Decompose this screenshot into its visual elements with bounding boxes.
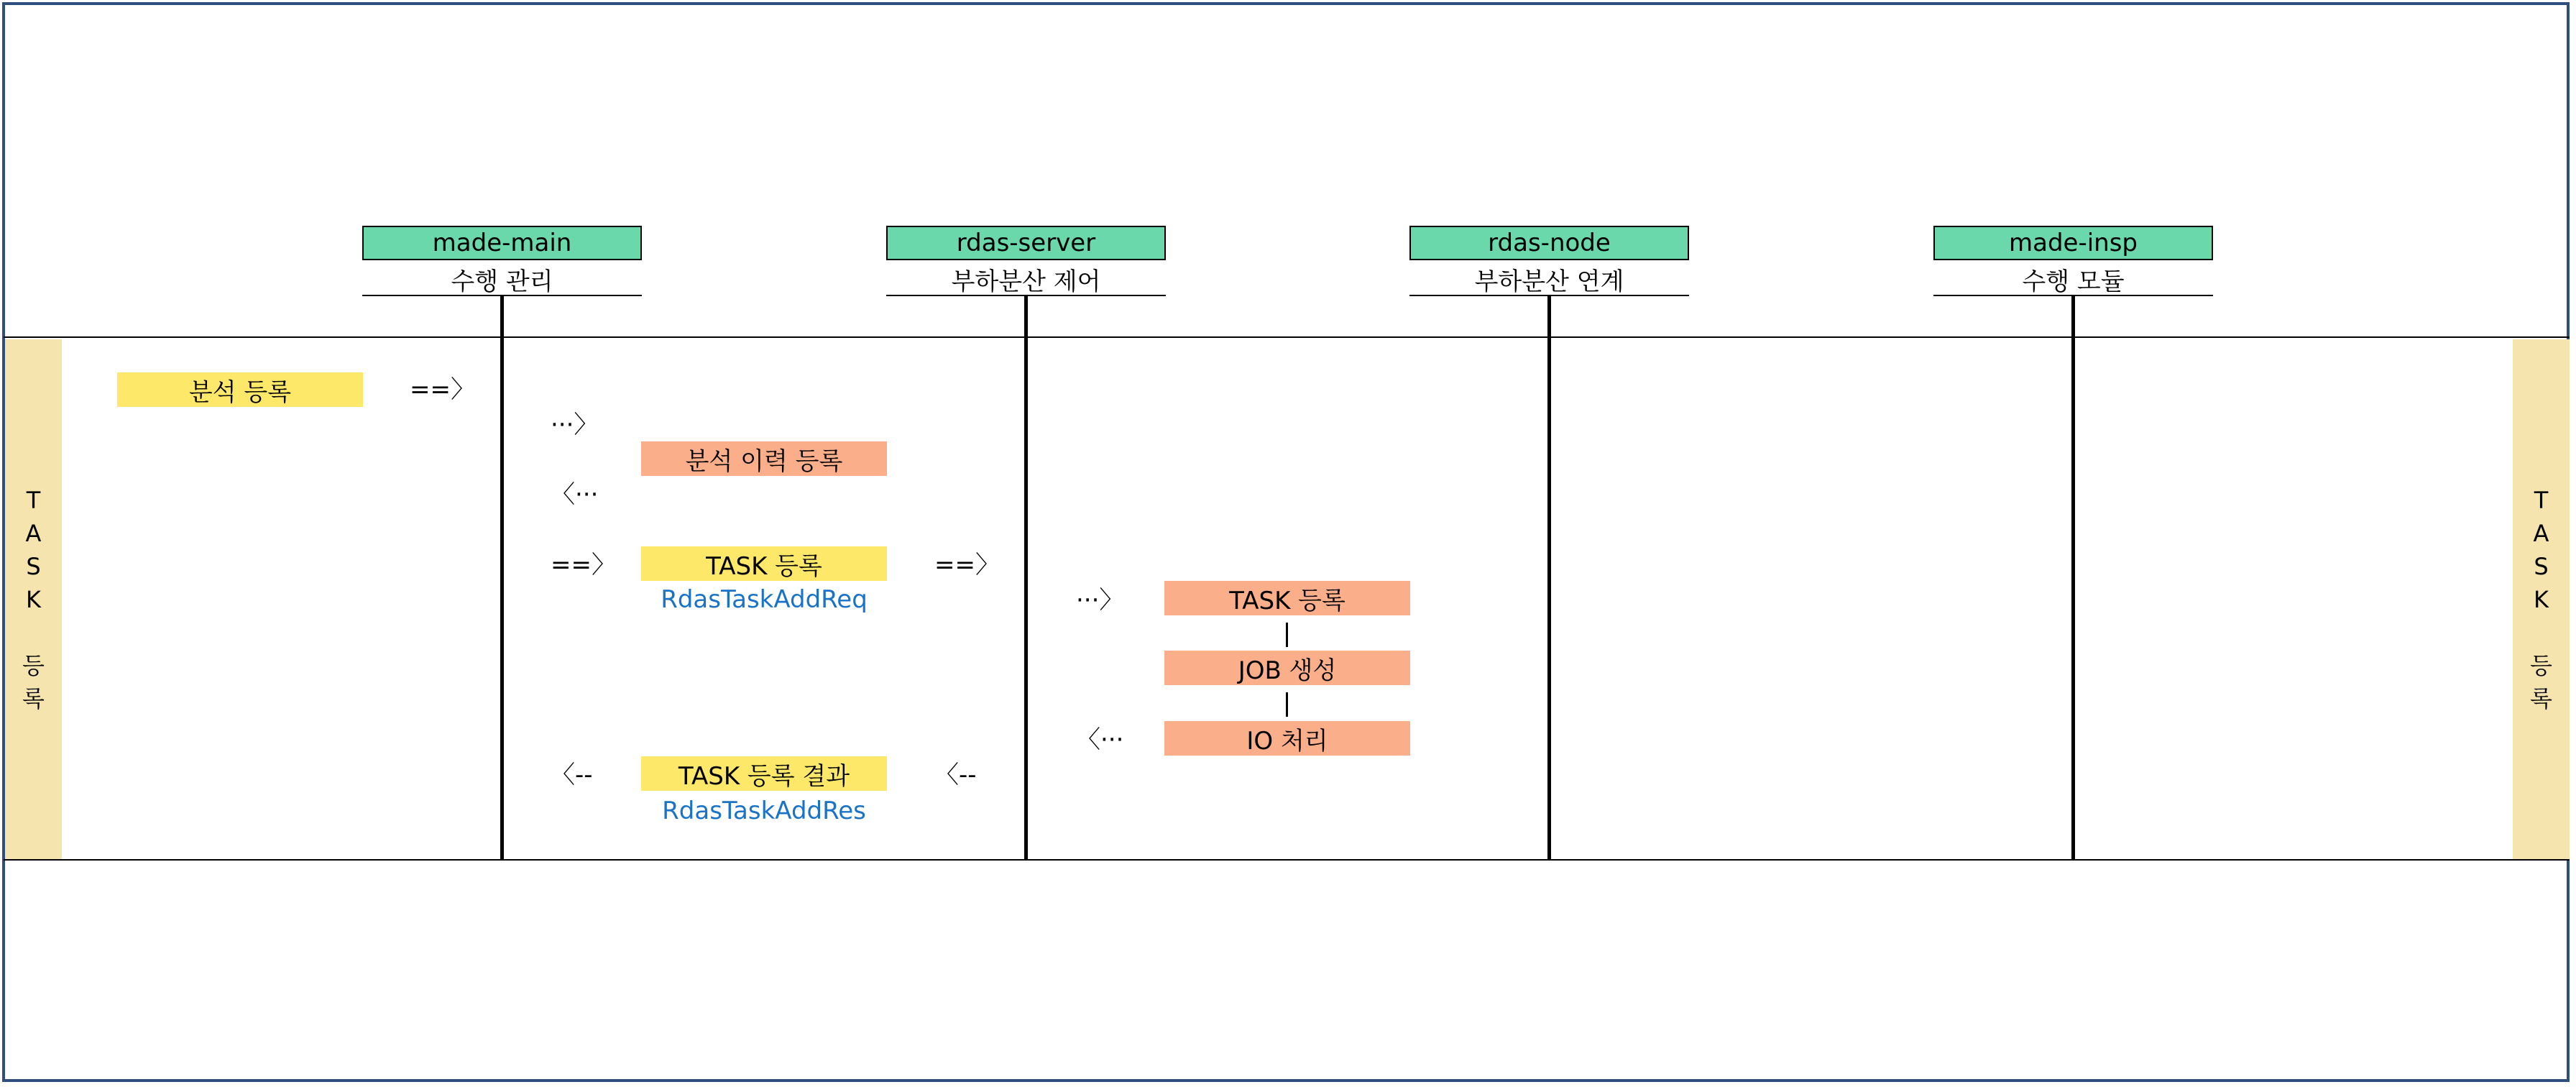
side-char: 등 bbox=[2530, 651, 2552, 679]
side-label-right bbox=[2513, 339, 2570, 859]
step-analysis-history-register: 분석 이력 등록 bbox=[641, 441, 887, 476]
step-task-register: TASK 등록 bbox=[641, 546, 887, 581]
lane-header-rdas-node: rdas-node bbox=[1409, 226, 1689, 260]
lane-subtitle-rdas-node: 부하분산 연계 bbox=[1409, 263, 1689, 296]
side-char: 등 bbox=[22, 651, 45, 679]
step-node-io-process: IO 처리 bbox=[1164, 721, 1410, 756]
connector-line bbox=[1286, 692, 1288, 717]
side-char: S bbox=[2534, 552, 2549, 580]
lane-header-made-insp: made-insp bbox=[1933, 226, 2213, 260]
arrow-dotted-right: ···〉 bbox=[551, 411, 599, 439]
lane-subtitle-made-main: 수행 관리 bbox=[362, 263, 642, 296]
lane-subtitle-rdas-server: 부하분산 제어 bbox=[886, 263, 1166, 296]
arrow-dotted-left: 〈··· bbox=[551, 480, 599, 509]
step-node-task-register: TASK 등록 bbox=[1164, 581, 1410, 615]
side-char: 록 bbox=[2530, 684, 2552, 712]
step-analysis-register: 분석 등록 bbox=[117, 372, 363, 407]
lane-subtitle-made-insp: 수행 모듈 bbox=[1933, 263, 2213, 296]
side-char: T bbox=[26, 486, 41, 514]
arrow-dashed-left: 〈-- bbox=[934, 761, 977, 789]
lifeline-rdas-server bbox=[1024, 296, 1028, 861]
arrow-strong-right: ==〉 bbox=[551, 551, 616, 579]
side-label-left bbox=[5, 339, 62, 859]
lane-header-made-main: made-main bbox=[362, 226, 642, 260]
side-char: A bbox=[2533, 519, 2549, 547]
lifeline-rdas-node bbox=[1547, 296, 1551, 861]
side-char: S bbox=[26, 552, 41, 580]
lifeline-made-main bbox=[500, 296, 504, 861]
step-task-register-result: TASK 등록 결과 bbox=[641, 756, 887, 791]
arrow-dotted-left: 〈··· bbox=[1076, 725, 1124, 754]
arrow-strong-right: ==〉 bbox=[410, 375, 475, 404]
side-char: A bbox=[25, 519, 42, 547]
message-task-add-res: RdasTaskAddRes bbox=[662, 797, 866, 825]
band-top-line bbox=[4, 336, 2570, 338]
side-char: K bbox=[2534, 585, 2549, 613]
step-node-job-create: JOB 생성 bbox=[1164, 651, 1410, 685]
arrow-dotted-right: ···〉 bbox=[1076, 586, 1124, 615]
arrow-strong-right: ==〉 bbox=[934, 551, 1000, 579]
side-char: T bbox=[2534, 486, 2549, 514]
side-char: 록 bbox=[22, 684, 45, 712]
diagram-frame bbox=[2, 2, 2570, 1082]
side-char: K bbox=[26, 585, 41, 613]
connector-line bbox=[1286, 623, 1288, 647]
arrow-dashed-left: 〈-- bbox=[551, 761, 593, 789]
lane-header-rdas-server: rdas-server bbox=[886, 226, 1166, 260]
band-bottom-line bbox=[4, 859, 2570, 861]
message-task-add-req: RdasTaskAddReq bbox=[661, 585, 868, 614]
lifeline-made-insp bbox=[2071, 296, 2075, 861]
